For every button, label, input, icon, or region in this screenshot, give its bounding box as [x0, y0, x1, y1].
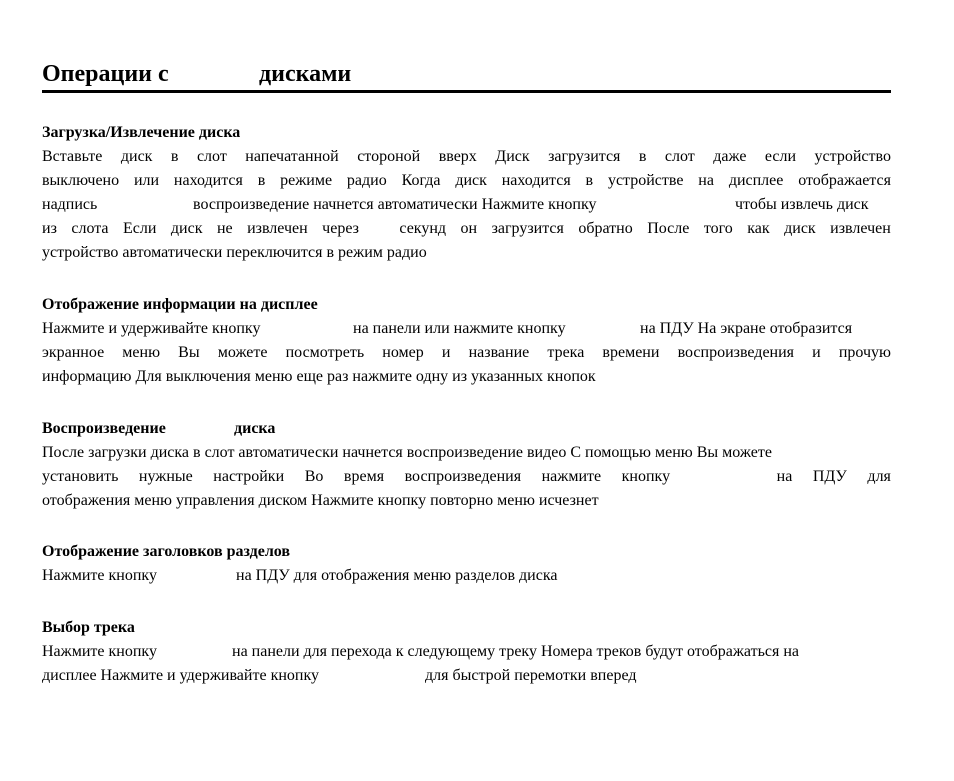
paragraph-line: [42, 217, 891, 241]
paragraph-line: [42, 564, 891, 588]
word: в: [585, 172, 594, 189]
word: и: [441, 344, 451, 361]
word: на: [776, 468, 793, 485]
word: и: [812, 344, 821, 361]
text-fragment: После загрузки диска в слот автоматически начнется воспроизведение видео С помощью меню Вы можете: [42, 444, 772, 461]
paragraph-line: [42, 169, 891, 193]
word: загрузится: [491, 220, 564, 237]
word: экранное: [42, 344, 105, 361]
word: Вставьте: [42, 148, 103, 165]
word: ПДУ: [812, 468, 847, 485]
text-fragment: устройство автоматически переключится в режим радио: [42, 244, 427, 261]
page-title: [42, 56, 891, 93]
word: Когда: [401, 172, 441, 189]
word: слот: [664, 148, 695, 165]
word: радио: [346, 172, 387, 189]
word: времени: [602, 344, 660, 361]
text-fragment: на панели или нажмите кнопку: [353, 320, 566, 337]
word: диск: [120, 148, 153, 165]
text-fragment: Нажмите и удерживайте кнопку: [42, 320, 261, 337]
text-fragment: на ПДУ для отображения меню разделов диска: [236, 567, 558, 584]
word: нужные: [138, 468, 193, 485]
word: слот: [196, 148, 227, 165]
text-fragment: информацию Для выключения меню еще раз нажмите одну из указанных кнопок: [42, 368, 596, 385]
word: извлечен: [830, 220, 891, 237]
paragraph-line: [42, 317, 891, 341]
word: не: [216, 220, 233, 237]
word: обратно: [578, 220, 633, 237]
word: трека: [547, 344, 585, 361]
text-fragment: дисплее Нажмите и удерживайте кнопку: [42, 667, 320, 684]
word: напечатанной: [245, 148, 339, 165]
text-fragment: для быстрой перемотки вперед: [425, 667, 637, 684]
word: настройки: [213, 468, 285, 485]
word: находится: [173, 172, 243, 189]
word: диск: [170, 220, 203, 237]
word: как: [747, 220, 770, 237]
word: посмотреть: [285, 344, 365, 361]
paragraph-line: [42, 241, 891, 265]
word: слота: [71, 220, 109, 237]
page-title-part-2: дисками: [259, 61, 352, 87]
paragraph-line: [42, 365, 891, 389]
word: устройство: [814, 148, 891, 165]
word: время: [343, 468, 385, 485]
word: через: [322, 220, 359, 237]
word: он: [460, 220, 478, 237]
page-title-part-1: Операции с: [42, 61, 169, 87]
word: из: [42, 220, 57, 237]
word: или: [133, 172, 160, 189]
word: Если: [123, 220, 157, 237]
word: того: [703, 220, 733, 237]
paragraph-line: [42, 465, 891, 489]
word: дисплее: [728, 172, 784, 189]
word: номер: [382, 344, 424, 361]
word: для: [867, 468, 891, 485]
word: меню: [122, 344, 161, 361]
section-heading-display-info: Отображение информации на дисплее: [42, 296, 318, 313]
word: выключено: [42, 172, 120, 189]
word: установить: [42, 468, 119, 485]
word: название: [468, 344, 530, 361]
word: если: [764, 148, 797, 165]
word: воспроизведения: [404, 468, 522, 485]
text-fragment: на панели для перехода к следующему треку Номера треков будут отображаться на: [232, 643, 799, 660]
document-page: [42, 56, 891, 684]
paragraph-line: [42, 441, 891, 465]
text-fragment: на ПДУ На экране отобразится: [640, 320, 853, 337]
text-fragment: воспроизведение начнется автоматически Нажмите кнопку: [193, 196, 597, 213]
word: прочую: [838, 344, 891, 361]
text-fragment: Нажмите кнопку: [42, 567, 157, 584]
text-fragment: отображения меню управления диском Нажмите кнопку повторно меню исчезнет: [42, 492, 599, 509]
section-heading-load-eject: Загрузка/Извлечение диска: [42, 124, 241, 141]
word: извлечен: [247, 220, 308, 237]
section-heading-track-select: Выбор трека: [42, 619, 135, 636]
word: воспроизведения: [677, 344, 795, 361]
word: вверх: [438, 148, 477, 165]
word: можете: [217, 344, 268, 361]
word: отображается: [798, 172, 891, 189]
text-fragment: чтобы извлечь диск: [735, 196, 869, 213]
word: режиме: [280, 172, 333, 189]
word: диск: [784, 220, 816, 237]
paragraph-line: [42, 664, 891, 688]
text-fragment: Нажмите кнопку: [42, 643, 157, 660]
word: Диск: [495, 148, 530, 165]
paragraph-line: [42, 341, 891, 365]
section-heading-playback-part-2: диска: [234, 420, 276, 437]
word: После: [647, 220, 690, 237]
section-heading-playback: Воспроизведение: [42, 420, 166, 437]
word: секунд: [399, 220, 447, 237]
paragraph-line: [42, 640, 891, 664]
word: загрузится: [548, 148, 621, 165]
word: кнопку: [621, 468, 671, 485]
word: устройстве: [607, 172, 684, 189]
word: стороной: [357, 148, 421, 165]
word: Во: [304, 468, 324, 485]
word: на: [698, 172, 714, 189]
section-heading-chapter-titles: Отображение заголовков разделов: [42, 543, 291, 560]
word: диск: [455, 172, 487, 189]
text-fragment: надпись: [42, 196, 98, 213]
word: в: [638, 148, 647, 165]
word: Вы: [178, 344, 200, 361]
word: нажмите: [541, 468, 602, 485]
paragraph-line: [42, 145, 891, 169]
paragraph-line: [42, 193, 891, 217]
word: находится: [501, 172, 571, 189]
word: даже: [713, 148, 747, 165]
word: в: [170, 148, 179, 165]
word: в: [257, 172, 266, 189]
paragraph-line: [42, 489, 891, 513]
